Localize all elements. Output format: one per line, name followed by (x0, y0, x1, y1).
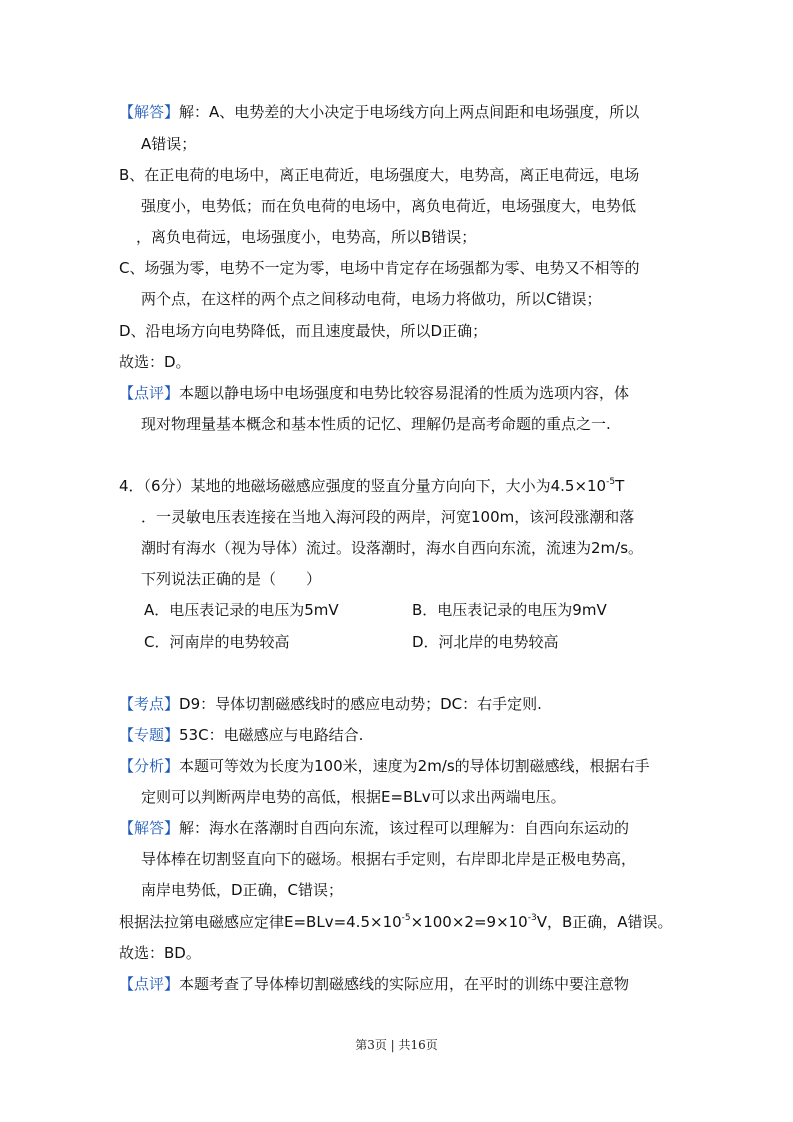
jieda-line-3: 南岸电势低，D正确，C错误； (141, 881, 344, 899)
dianping-line-1: 【点评】本题考查了导体棒切割磁感线的实际应用，在平时的训练中要注意物 (119, 975, 630, 993)
fenxi-tag: 【分析】 (119, 757, 180, 775)
jieda-line-1: 【解答】解：海水在落潮时自西向东流，该过程可以理解为：自西向东运动的 (119, 819, 630, 837)
kaodian-line: 【考点】D9：导体切割磁感线时的感应电动势；DC：右手定则. (119, 695, 542, 713)
zhuanti-tag: 【专题】 (119, 726, 180, 744)
fenxi-line-1: 【分析】本题可等效为长度为100米，速度为2m/s的导体切割磁感线，根据右手 (119, 757, 650, 775)
question-4-line-4: 下列说法正确的是（ ） (141, 570, 322, 588)
answer-line-1: 【解答】解：A、电势差的大小决定于电场线方向上两点间距和电场强度，所以 (119, 103, 640, 121)
answer-line-2: A错误； (141, 135, 197, 153)
answer-line-7: 两个点，在这样的两个点之间移动电荷，电场力将做功，所以C错误； (141, 290, 602, 308)
comment-line-1: 【点评】本题以静电场中电场强度和电势比较容易混淆的性质为选项内容，体 (119, 384, 630, 402)
jieda-tag-2: 【解答】 (119, 819, 180, 837)
question-4-line-3: 潮时有海水（视为导体）流过。设落潮时，海水自西向东流，流速为2m/s。 (141, 539, 644, 557)
option-c: C．河南岸的电势较高 (144, 633, 290, 651)
jieda-line-4: 根据法拉第电磁感应定律$E=BLv=4.5\times 10^{-5}\times 100\times 2=9\times 10^{-3}V$，B正确，A错误。 (119, 913, 673, 931)
question-4-line-1: 4．（6分）某地的地磁场磁感应强度的竖直分量方向向下，大小为$4.5\times 10^{-5}T$ (119, 477, 625, 495)
dianping-tag: 【点评】 (119, 384, 180, 402)
answer-line-5: ，离负电荷远，电场强度小，电势高，所以B错误； (136, 228, 477, 246)
option-d: D．河北岸的电势较高 (412, 633, 559, 651)
answer-line-9: 故选：D。 (119, 353, 191, 371)
answer-line-8: D、沿电场方向电势降低，而且速度最快，所以D正确； (119, 322, 488, 340)
option-a: A．电压表记录的电压为5mV (144, 601, 339, 619)
option-b: B．电压表记录的电压为9mV (412, 601, 607, 619)
zhuanti-line: 【专题】53C：电磁感应与电路结合. (119, 726, 364, 744)
fenxi-line-2: 定则可以判断两岸电势的高低，根据E=BLv可以求出两端电压。 (141, 788, 566, 806)
dianping-tag-2: 【点评】 (119, 975, 180, 993)
kaodian-tag: 【考点】 (119, 695, 180, 713)
question-4-line-2: ．一灵敏电压表连接在当地入海河段的两岸，河宽100m，该河段涨潮和落 (141, 508, 635, 526)
answer-line-6: C、场强为零，电势不一定为零，电场中肯定存在场强都为零、电势又不相等的 (119, 259, 640, 277)
answer-line-4: 强度小，电势低；而在负电荷的电场中，离负电荷近，电场强度大，电势低 (141, 197, 637, 215)
jieda-line-5: 故选：BD。 (119, 944, 201, 962)
comment-line-2: 现对物理量基本概念和基本性质的记忆、理解仍是高考命题的重点之一. (141, 415, 611, 433)
jieda-line-2: 导体棒在切割竖直向下的磁场。根据右手定则，右岸即北岸是正极电势高， (141, 850, 637, 868)
jieda-tag: 【解答】 (119, 103, 180, 121)
page-footer: 第3页 | 共16页 (355, 1038, 438, 1052)
answer-line-3: B、在正电荷的电场中，离正电荷近，电场强度大，电势高，离正电荷远，电场 (119, 166, 640, 184)
